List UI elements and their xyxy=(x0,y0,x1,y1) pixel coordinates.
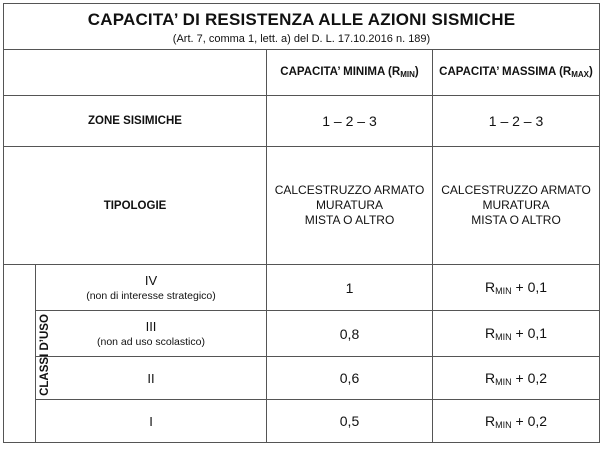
class-cell xyxy=(36,265,267,311)
classi-uso-label: CLASSI D’USO xyxy=(38,313,51,396)
table-subtitle: (Art. 7, comma 1, lett. a) del D. L. 17.10.2016 n. 189) xyxy=(172,33,431,45)
class-number: III xyxy=(145,319,157,334)
rmin-suffix: + 0,1 xyxy=(511,325,548,341)
tipologie-max-line: MURATURA xyxy=(482,198,550,212)
rmin-sub: MIN xyxy=(495,332,512,342)
class-number: IV xyxy=(144,273,158,288)
header-min-label: CAPACITA’ MINIMA (R xyxy=(280,66,401,78)
rmin-prefix: R xyxy=(484,279,496,295)
zone-row xyxy=(4,96,600,147)
rmin-suffix: + 0,2 xyxy=(511,412,548,429)
tipologie-min-line: MURATURA xyxy=(315,198,384,212)
class-max-cell xyxy=(433,400,600,443)
classi-uso-cell xyxy=(4,265,51,443)
class-note: (non ad uso scolastico) xyxy=(97,336,205,348)
title-row xyxy=(4,4,600,50)
rmin-sub: MIN xyxy=(495,286,512,296)
header-min-sub: MIN xyxy=(400,70,415,79)
tipologie-row xyxy=(4,147,600,265)
rmin-prefix: R xyxy=(484,369,496,386)
header-max-sub: MAX xyxy=(571,70,589,79)
tipologie-min-line: CALCESTRUZZO ARMATO xyxy=(274,183,425,197)
tipologie-min-cell xyxy=(267,147,433,265)
class-min-value: 1 xyxy=(267,265,433,311)
class-min-value: 0,8 xyxy=(267,311,433,357)
class-max-cell xyxy=(433,265,600,311)
tipologie-max-line: MISTA O ALTRO xyxy=(471,213,561,227)
tipologie-max-line: CALCESTRUZZO ARMATO xyxy=(441,183,591,197)
class-cell xyxy=(36,357,267,400)
class-number: I xyxy=(149,413,153,429)
class-row xyxy=(4,265,600,311)
rmin-prefix: R xyxy=(484,325,496,341)
zone-max-value: 1 – 2 – 3 xyxy=(433,96,600,147)
tipologie-min-line: MISTA O ALTRO xyxy=(304,213,395,227)
rmin-suffix: + 0,1 xyxy=(511,279,548,295)
class-cell xyxy=(36,311,267,357)
class-row xyxy=(4,400,600,443)
rmin-prefix: R xyxy=(484,412,496,429)
header-max-cell xyxy=(433,50,600,96)
header-row xyxy=(4,50,600,96)
header-min-cell xyxy=(267,50,433,96)
title-cell xyxy=(4,4,600,50)
zone-min-value: 1 – 2 – 3 xyxy=(267,96,433,147)
class-row xyxy=(4,311,600,357)
tipologie-label: TIPOLOGIE xyxy=(4,147,267,265)
tipologie-max-cell xyxy=(433,147,600,265)
class-note: (non di interesse strategico) xyxy=(86,290,216,302)
header-min-close: ) xyxy=(414,66,419,78)
rmin-suffix: + 0,2 xyxy=(511,369,548,386)
class-number: II xyxy=(147,370,155,386)
zone-label: ZONE SISIMICHE xyxy=(4,96,267,147)
class-row xyxy=(4,357,600,400)
header-max-close: ) xyxy=(589,66,593,78)
class-max-cell xyxy=(433,357,600,400)
header-max-label: CAPACITA’ MASSIMA (R xyxy=(439,66,572,78)
class-min-value: 0,5 xyxy=(267,400,433,443)
table-title: CAPACITA’ DI RESISTENZA ALLE AZIONI SISMICHE xyxy=(87,10,516,29)
class-cell xyxy=(36,400,267,443)
rmin-sub: MIN xyxy=(495,419,512,430)
class-max-cell xyxy=(433,311,600,357)
capacity-table xyxy=(3,3,600,443)
header-empty-cell xyxy=(4,50,267,96)
rmin-sub: MIN xyxy=(495,376,512,387)
class-min-value: 0,6 xyxy=(267,357,433,400)
